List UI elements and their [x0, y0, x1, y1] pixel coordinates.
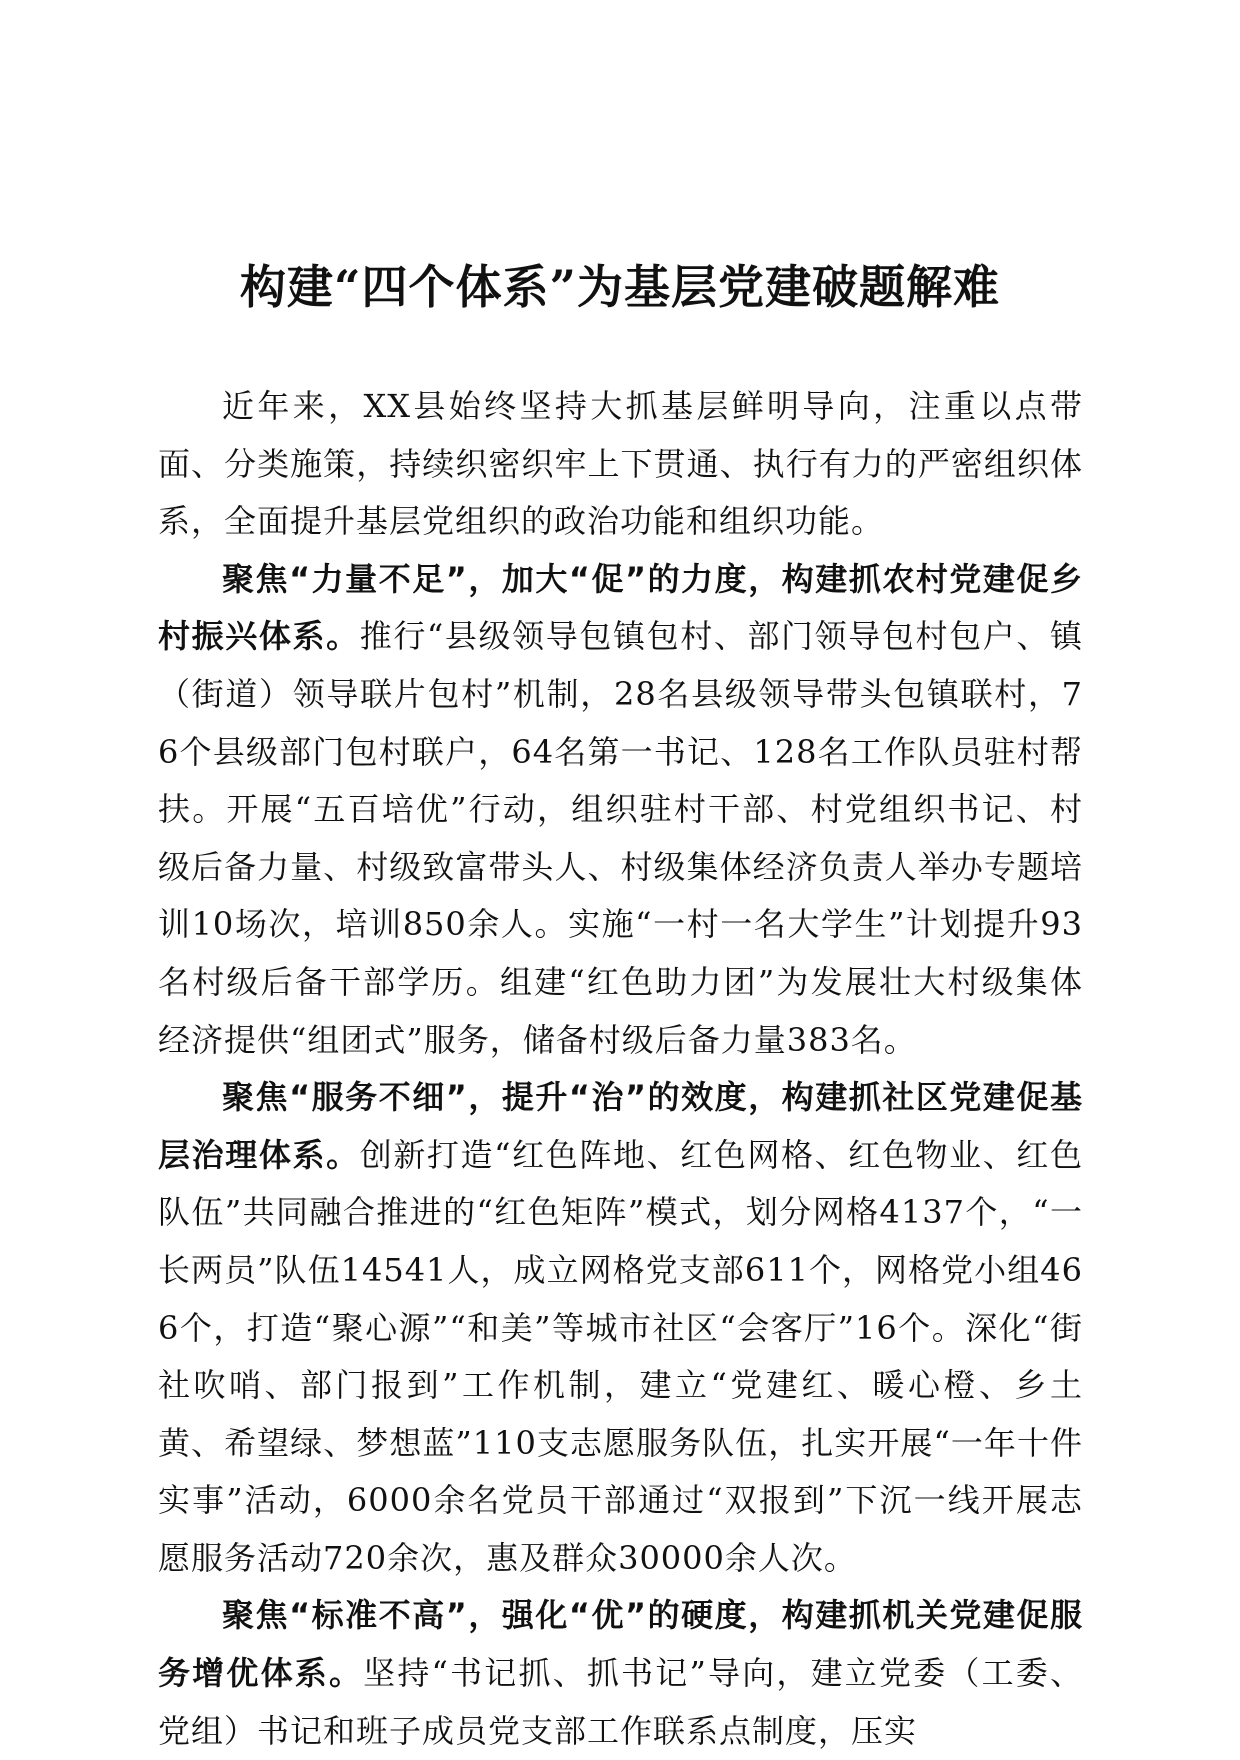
paragraph-organs — [158, 1587, 1083, 1760]
paragraph-intro — [158, 378, 1083, 551]
paragraph-text: 近年来，XX县始终坚持大抓基层鲜明导向，注重以点带面、分类施策，持续织密织牢上下贯通、执行有力的严密组织体系，全面提升基层党组织的政治功能和组织功能。 — [158, 387, 1083, 541]
document-title: 构建“四个体系”为基层党建破题解难 — [240, 260, 1000, 314]
paragraph-community — [158, 1069, 1083, 1587]
document-body — [158, 378, 1083, 1760]
paragraph-heading: 聚焦“力量不足”，加大“促”的力度，构建抓农村党建促乡村振兴体系。 — [158, 559, 1083, 656]
paragraph-text: 坚持“书记抓、抓书记”导向，建立党委（工委、党组）书记和班子成员党支部工作联系点制度，压实 — [158, 1654, 1083, 1750]
paragraph-heading: 聚焦“服务不细”，提升“治”的效度，构建抓社区党建促基层治理体系。 — [158, 1078, 1083, 1174]
paragraph-text: 推行“县级领导包镇包村、部门领导包村包户、镇（街道）领导联片包村”机制，28名县级领导带头包镇联村，76个县级部门包村联户，64名第一书记、128名工作队员驻村帮扶。开展“五百培优”行动，组织驻村干部、村党组织书记、村级后备力量、村级致富带头人、村级集体经济负责人举办专题培训10场次，培训850余人。实施“一村一名大学生”计划提升93名村级后备干部学历。组建“红色助力团”为发展壮大村级集体经济提供“组团式”服务，储备村级后备力量383名。 — [158, 617, 1083, 1059]
paragraph-text: 创新打造“红色阵地、红色网格、红色物业、红色队伍”共同融合推进的“红色矩阵”模式，划分网格4137个，“一长两员”队伍14541人，成立网格党支部611个，网格党小组466个，打造“聚心源”“和美”等城市社区“会客厅”16个。深化“街社吹哨、部门报到”工作机制，建立“党建红、暖心橙、乡土黄、希望绿、梦想蓝”110支志愿服务队伍，扎实开展“一年十件实事”活动，6000余名党员干部通过“双报到”下沉一线开展志愿服务活动720余次，惠及群众30000余人次。 — [158, 1135, 1083, 1577]
paragraph-rural — [158, 551, 1083, 1069]
paragraph-heading: 聚焦“标准不高”，强化“优”的硬度，构建抓机关党建促服务增优体系。 — [158, 1596, 1083, 1693]
